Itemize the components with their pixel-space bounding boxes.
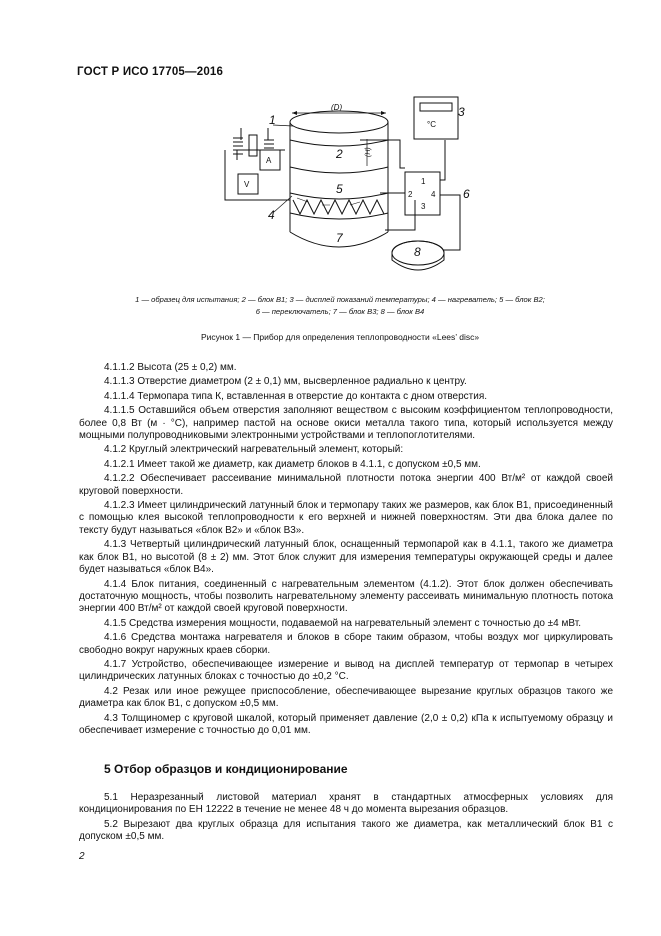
wire <box>237 150 285 160</box>
wire <box>440 195 460 250</box>
paragraph: 4.2 Резак или иное режущее приспособление, обеспечивающее вырезание круглых образцов такого же диаметра как блок В1, с допуском ±0,5 мм. <box>79 685 613 710</box>
display-screen <box>420 103 452 111</box>
switch-terminal-2: 2 <box>408 190 413 199</box>
switch-terminal-4: 4 <box>431 190 436 199</box>
label-2: 2 <box>336 147 343 161</box>
paragraph: 4.1.1.3 Отверстие диаметром (2 ± 0,1) мм, высверленное радиально к центру. <box>104 376 467 388</box>
voltmeter-label: V <box>244 180 250 189</box>
figure-legend-line-1: 1 — образец для испытания; 2 — блок В1; 3 — дисплей показаний температуры; 4 — нагреватель; 5 — блок В2; <box>135 295 545 304</box>
section-5-body <box>79 792 613 844</box>
paragraph: 4.1.2.3 Имеет цилиндрический латунный блок и термопару таких же размеров, как блок В1, присоединенный с помощью клея высокой теплопроводности к его верхней и нижней поверхностям. Эти два блока далее по тексту будут называться «блок В2» и «блок В3». <box>79 500 613 536</box>
switch-terminal-3: 3 <box>421 202 426 211</box>
cylinder-stack <box>290 111 388 247</box>
dim-d-label: (D) <box>331 103 343 112</box>
paragraph: 4.1.3 Четвертый цилиндрический латунный блок, оснащенный термопарой как в 4.1.1, такого же диаметра как блок В1, но высотой (8 ± 2) мм. Этот блок служит для измерения температуры окружающей среды и далее будет называться «блок В4». <box>79 539 613 576</box>
paragraph: 5.1 Неразрезанный листовой материал хранят в стандартных атмосферных условиях для кондиционирования по ЕН 12222 в течение не менее 48 ч до момента вырезания образцов. <box>79 792 613 816</box>
ammeter-label: A <box>266 156 272 165</box>
figure-legend-line-2: 6 — переключатель; 7 — блок В3; 8 — блок В4 <box>255 307 425 316</box>
heater-zigzag <box>293 200 384 214</box>
paragraph: 4.3 Толщиномер с круговой шкалой, который применяет давление (2,0 ± 0,2) кПа к испытуемому образцу и обеспечивает измерение с точностью до 0,01 мм. <box>79 712 613 736</box>
paragraph: 4.1.2 Круглый электрический нагревательный элемент, который: <box>104 444 404 456</box>
switch-terminal-1: 1 <box>421 177 426 186</box>
paragraph: 4.1.2.1 Имеет такой же диаметр, как диаметр блоков в 4.1.1, с допуском ±0,5 мм. <box>104 458 481 470</box>
label-8: 8 <box>414 245 421 259</box>
section-4-body <box>79 362 613 737</box>
document-header: ГОСТ Р ИСО 17705—2016 <box>77 66 224 78</box>
paragraph: 4.1.6 Средства монтажа нагревателя и блоков в сборе таким образом, чтобы воздух мог циркулировать свободно вокруг наружных краев сборки. <box>79 632 613 656</box>
section-5-heading: 5 Отбор образцов и кондиционирование <box>104 762 348 776</box>
label-1: 1 <box>269 113 276 127</box>
paragraph: 4.1.2.2 Обеспечивает рассеивание минимальной плотности потока энергии 400 Вт/м² от каждой своей круговой поверхности. <box>79 473 613 497</box>
paragraph: 4.1.4 Блок питания, соединенный с нагревательным элементом (4.1.2). Этот блок должен обеспечивать достаточную мощность, чтобы позволить нагревательному элементу рассеивать минимальную плотность потока энергии 400 Вт/м² от каждой своей круговой поверхности. <box>79 578 613 615</box>
paragraph: 4.1.1.2 Высота (25 ± 0,2) мм. <box>104 362 237 373</box>
figure-caption: Рисунок 1 — Прибор для определения теплопроводности «Lees’ disc» <box>200 332 480 342</box>
paragraph: 4.1.1.4 Термопара типа К, вставленная в отверстие до контакта с дном отверстия. <box>104 390 488 402</box>
wire <box>440 140 445 180</box>
dim-h-label: (H) <box>365 147 372 157</box>
label-6: 6 <box>463 187 470 201</box>
paragraph: 5.2 Вырезают два круглых образца для испытания такого же диаметра, как металлический блок В1 с допуском ±0,5 мм. <box>79 818 613 843</box>
label-5: 5 <box>336 182 343 196</box>
paragraph: 4.1.7 Устройство, обеспечивающее измерение и вывод на дисплей температур от термопар в четырех цилиндрических латунных блоках с точностью до ±0,2 °С. <box>79 658 613 683</box>
paragraph: 4.1.1.5 Оставшийся объем отверстия заполняют веществом с высоким коэффициентом теплопроводности, более 0,8 Вт (м · °С), например пастой на основе окиси металла такого типа, который используется между мощными полупроводниковыми электронными устройствами и теплопоглотителями. <box>79 405 613 442</box>
label-3: 3 <box>458 105 465 119</box>
label-4: 4 <box>268 208 275 222</box>
apparatus-diagram <box>0 0 661 300</box>
wire <box>241 128 268 140</box>
label-7: 7 <box>336 231 343 245</box>
page-number: 2 <box>79 851 85 862</box>
paragraph: 4.1.5 Средства измерения мощности, подаваемой на нагревательный элемент с точностью до ±4 мВт. <box>104 617 581 629</box>
display-unit-label: °C <box>427 120 436 129</box>
